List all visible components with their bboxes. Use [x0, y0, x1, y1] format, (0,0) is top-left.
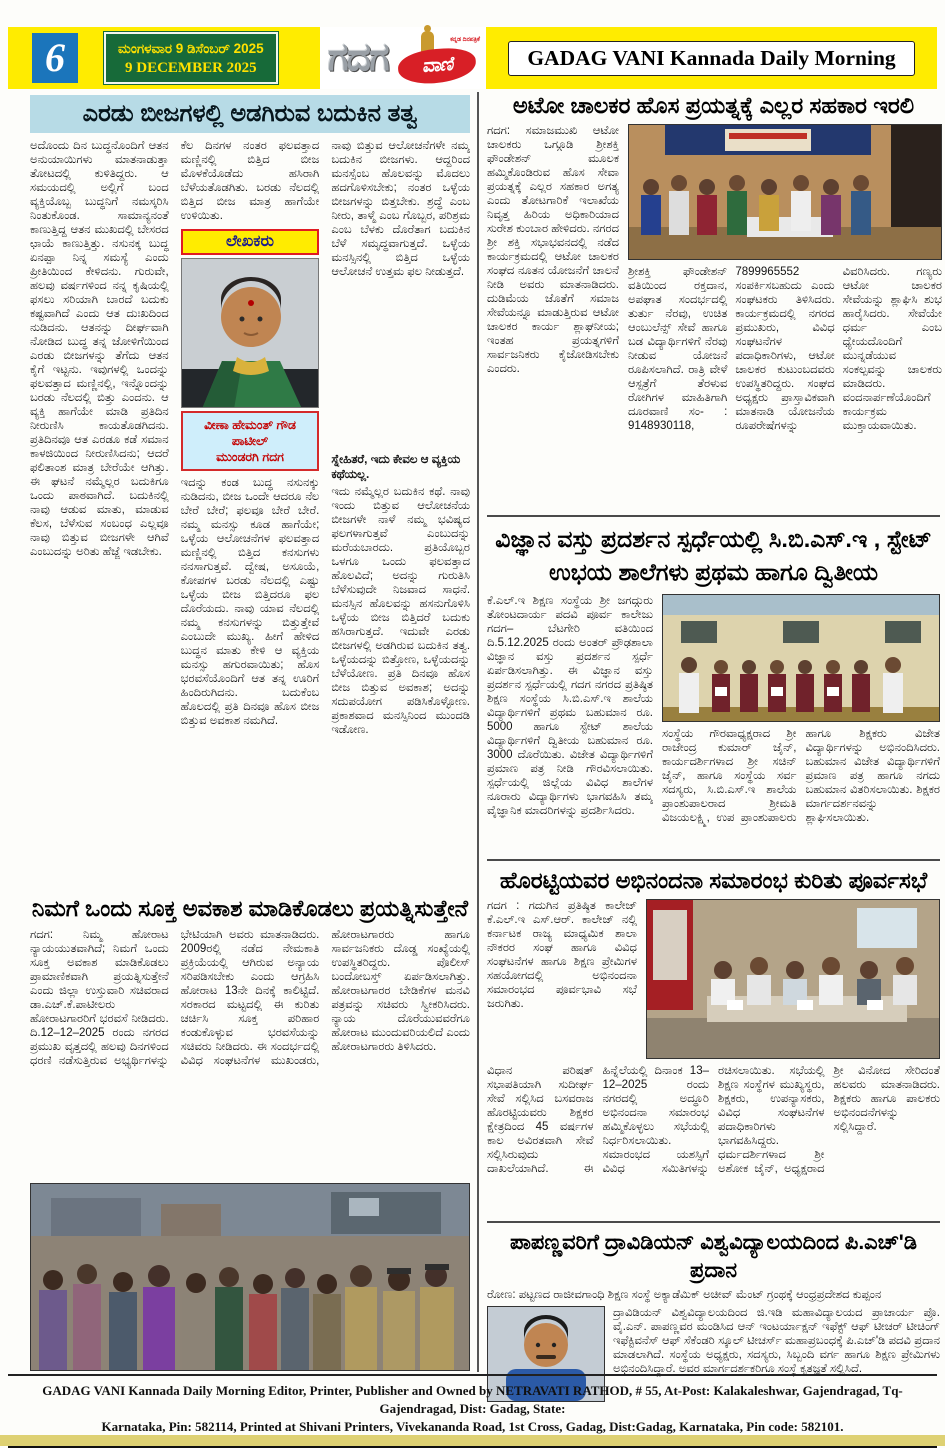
- tatva-article-body: [30, 139, 470, 884]
- protest-crowd-graphic: [31, 1184, 469, 1371]
- section-divider: [487, 859, 940, 861]
- header-right-band: [486, 27, 937, 89]
- auto-right-block: [628, 124, 942, 508]
- horatti-article-top: [487, 899, 940, 1059]
- date-box: [104, 32, 278, 84]
- science-right-block: [662, 594, 940, 852]
- meeting-photo: [646, 899, 940, 1059]
- imprint-line-2: Karnataka, Pin: 582114, Printed at Shivani Printers, Vivekananda Road, 1st Cross, Gadag, Dist:Gadag, Karnataka, Pin code: 582101.: [101, 1419, 844, 1434]
- science-exhibition-photo: [662, 594, 940, 722]
- date-kannada: ಮಂಗಳವಾರ 9 ಡಿಸೆಂಬರ್ 2025: [118, 41, 264, 56]
- tatva-col2-bottom: ಇದನ್ನು ಕಂಡ ಬುದ್ಧ ನಸುನಕ್ಕು ನುಡಿದನು, ಬೀಜ ಒಂದೇ ಆದರೂ ನೆಲ ಬೇರೆ ಬೇರೆ; ಫಲವೂ ಬೇರೆ ಬೇರೆ. ನಮ್ಮ ಮನಸ್ಸು ಕೂಡ ಹಾಗೆಯೇ; ಒಳ್ಳೆಯ ಆಲೋಚನೆಗಳ ಫಲವತ್ತಾದ ಮಣ್ಣಿನಲ್ಲಿ ಬಿತ್ತಿದ ಕನಸುಗಳು ನನಸಾಗುತ್ತವೆ. ದ್ವೇಷ, ಅಸೂಯೆ, ಕೋಪಗಳ ಬರಡು ನೆಲದಲ್ಲಿ ಎಷ್ಟು ಒಳ್ಳೆಯ ಬೀಜ ಬಿತ್ತಿದರೂ ಫಲ ದೊರೆಯದು. ನಾವು ಯಾವ ನೆಲದಲ್ಲಿ ನಮ್ಮ ಕನಸುಗಳನ್ನು ಬಿತ್ತುತ್ತೇವೆ ಎಂಬುದೇ ಮುಖ್ಯ. ಹೀಗೆ ಹೇಳಿದ ಬುದ್ಧನ ಮಾತು ಕೇಳಿ ಆ ವ್ಯಕ್ತಿಯ ಮನಸ್ಸು ಹಗುರವಾಯಿತು; ಹೊಸ ಭರವಸೆಯೊಂದಿಗೆ ಆತ ತನ್ನ ಊರಿಗೆ ಹಿಂದಿರುಗಿದನು. ಬದುಕೆಂಬ ಹೊಲದಲ್ಲಿ ಪ್ರತಿ ದಿನವೂ ಹೊಸ ಬೀಜ ಬಿತ್ತುವ ಅವಕಾಶ ನಮಗಿದೆ.: [180, 477, 320, 727]
- author-portrait-graphic: [182, 259, 320, 408]
- author-label: ಲೇಖಕರು: [181, 229, 320, 255]
- horatti-col-a: ಗದಗ : ಗದುಗಿನ ಪ್ರತಿಷ್ಠಿತ ಕಾಲೇಜ್ ಕೆ.ಎಲ್.ಇ ಎಸ್.ಆರ್. ಕಾಲೇಜ್ ನಲ್ಲಿ ಕರ್ನಾಟಕ ರಾಜ್ಯ ಮಾಧ್ಯಮಿಕ ಶಾಲಾ ನೌಕರರ ಸಂಘ ಹಾಗೂ ವಿವಿಧ ಸಂಘಟನೆಗಳ ಹಾಗೂ ಶಿಕ್ಷಣ ಪ್ರೇಮಿಗಳ ಸಹಯೋಗದಲ್ಲಿ ಅಭಿನಂದನಾ ಸಮಾರಂಭದ ಪೂರ್ವಭಾವಿ ಸಭೆ ಜರುಗಿತು.: [487, 900, 637, 1010]
- logo-tagline: ಕನ್ನಡ ದಿನಪತ್ರಿಕೆ: [450, 37, 480, 43]
- auto-event-graphic: [629, 125, 941, 260]
- right-column: [487, 92, 940, 1402]
- science-headline: ವಿಜ್ಞಾನ ವಸ್ತು ಪ್ರದರ್ಶನ ಸ್ಪರ್ಧೆಯಲ್ಲಿ ಸಿ.ಬಿ.ಎಸ್.ಇ , ಸ್ಟೇಟ್ ಉಭಯ ಶಾಲೆಗಳು ಪ್ರಥಮ ಹಾಗೂ ದ್ವಿತೀಯ: [495, 526, 932, 585]
- masthead: GADAG VANI Kannada Daily Morning: [508, 41, 914, 76]
- tatva-col2: [181, 139, 320, 884]
- logo-subword: ವಾಣಿ: [421, 53, 453, 78]
- tatva-subhead: ಸ್ನೇಹಿತರೆ, ಇದು ಕೇವಲ ಆ ವ್ಯಕ್ತಿಯ ಕಥೆಯಲ್ಲ.: [331, 452, 461, 481]
- tatva-col3-top: ನಾವು ಬಿತ್ತುವ ಆಲೋಚನೆಗಳೇ ನಮ್ಮ ಬದುಕಿನ ಬೀಜಗಳು. ಆದ್ದರಿಂದ ಮನಸ್ಸೆಂಬ ಹೊಲವನ್ನು ಮೊದಲು ಹದಗೊಳಿಸಬೇಕು; ನಂತರ ಒಳ್ಳೆಯ ಬೀಜಗಳನ್ನು ಬಿತ್ತಬೇಕು. ಶ್ರದ್ಧೆ ಎಂಬ ನೀರು, ತಾಳ್ಮೆ ಎಂಬ ಗೊಬ್ಬರ, ಪರಿಶ್ರಮ ಎಂಬ ಬೆಳಕು ದೊರೆತಾಗ ಬದುಕಿನ ಬೆಳೆ ಸಮೃದ್ಧವಾಗುತ್ತದೆ. ಒಳ್ಳೆಯ ಮನಸ್ಸಿನಲ್ಲಿ ಬಿತ್ತಿದ ಒಳ್ಳೆಯ ಆಲೋಚನೆ ಉತ್ತಮ ಫಲ ನೀಡುತ್ತದೆ.: [331, 140, 471, 278]
- author-name: ವೀಣಾ ಹೇಮಂತ್ ಗೌಡ ಪಾಟೀಲ್: [204, 418, 296, 448]
- newspaper-logo: [320, 27, 486, 89]
- logo-red-badge: [397, 46, 477, 85]
- meeting-graphic: [647, 900, 939, 1058]
- tatva-col3-bottom: ಇದು ನಮ್ಮೆಲ್ಲರ ಬದುಕಿನ ಕಥೆ. ನಾವು ಇಂದು ಬಿತ್ತುವ ಆಲೋಚನೆಯ ಬೀಜಗಳೇ ನಾಳೆ ನಮ್ಮ ಭವಿಷ್ಯದ ಫಲಗಳಾಗುತ್ತವೆ ಎಂಬುದನ್ನು ಮರೆಯಬಾರದು. ಪ್ರತಿಯೊಬ್ಬರ ಒಳಗೂ ಒಂದು ಫಲವತ್ತಾದ ಹೊಲವಿದೆ; ಅದನ್ನು ಗುರುತಿಸಿ ಬೆಳೆಸುವುದೇ ನಿಜವಾದ ಸಾಧನೆ. ಮನಸ್ಸಿನ ಹೊಲವನ್ನು ಹಸನುಗೊಳಿಸಿ ಒಳ್ಳೆಯ ಬೀಜ ಬಿತ್ತಿದರೆ ಬದುಕು ಹಸಿರಾಗುತ್ತದೆ. ಇದುವೇ ಎರಡು ಬೀಜಗಳಲ್ಲಿ ಅಡಗಿರುವ ಬದುಕಿನ ತತ್ವ. ಒಳ್ಳೆಯದನ್ನು ಬಿತ್ತೋಣ, ಒಳ್ಳೆಯದನ್ನು ಬೆಳೆಯೋಣ. ಪ್ರತಿ ದಿನವೂ ಹೊಸ ಬೀಜ ಬಿತ್ತುವ ಅವಕಾಶ; ಅದನ್ನು ಸದುಪಯೋಗ ಪಡಿಸಿಕೊಳ್ಳೋಣ. ಪ್ರಕಾಶವಾದ ಮನಸ್ಸಿನಿಂದ ಮುಂದಡಿ ಇಡೋಣ.: [331, 486, 471, 736]
- phd-body-text: ದ್ರಾವಿಡಿಯನ್ ವಿಶ್ವವಿದ್ಯಾಲಯದಿಂದ ಜಿ.ಇಡಿ ಮಹಾವಿದ್ಯಾಲಯದ ಪ್ರಾಚಾರ್ಯ ಪ್ರೊ. ವೈ.ಎನ್. ಪಾಪಣ್ಣವರ ಮಂಡಿಸಿದ ಆನ್ ಇಂಟರ್ಯಾಕ್ಷನ್ ಇಫೆಕ್ಟ್ ಆಫ್ ಟೀಚರ್ ಟೀಚಿಂಗ್ ಇಫೆಕ್ಟಿವನೆಸ್ ಆಫ್ ಸೆಕೆಂಡರಿ ಸ್ಕೂಲ್ ಟೀಚರ್ಸ್ ಮಹಾಪ್ರಬಂಧಕ್ಕೆ ಪಿ.ಎಚ್'ಡಿ ಪದವಿ ಪ್ರದಾನ ಮಾಡಲಾಗಿದೆ. ಸಂಸ್ಥೆಯ ಅಧ್ಯಕ್ಷರು, ಸದಸ್ಯರು, ಸಿಬ್ಬಂದಿ ವರ್ಗ ಹಾಗೂ ಶಿಕ್ಷಣ ಪ್ರೇಮಿಗಳು ಅಭಿನಂದಿಸಿದ್ದಾರೆ. ಅವರ ಮಾರ್ಗದರ್ಶಕರಿಗೂ ಸಂಸ್ಥೆ ಕೃತಜ್ಞತೆ ಸಲ್ಲಿಸಿದೆ.: [613, 1307, 940, 1375]
- section-divider: [487, 515, 940, 517]
- logo-wordmark: ಗದಗ: [328, 37, 388, 79]
- author-photo: [181, 258, 320, 408]
- nimage-article-body: ಗದಗ: ನಿಮ್ಮ ಹೋರಾಟ ನ್ಯಾಯಯುತವಾಗಿದೆ; ನಿಮಗೆ ಒಂದು ಸೂಕ್ತ ಅವಕಾಶ ಮಾಡಿಕೊಡಲು ಪ್ರಾಮಾಣಿಕವಾಗಿ ಪ್ರಯತ್ನಿಸುತ್ತೇನೆ ಎಂದು ಜಿಲ್ಲಾ ಉಸ್ತುವಾರಿ ಸಚಿವರಾದ ಡಾ.ಎಚ್.ಕೆ.ಪಾಟೀಲರು ಹೋರಾಟಗಾರರಿಗೆ ಭರವಸೆ ನೀಡಿದರು. ದಿ.12–12–2025 ರಂದು ನಗರದ ಪ್ರಮುಖ ವೃತ್ತದಲ್ಲಿ ಹಲವು ದಿನಗಳಿಂದ ಧರಣಿ ನಡೆಸುತ್ತಿರುವ ಅಭ್ಯರ್ಥಿಗಳನ್ನು ಭೇಟಿಯಾಗಿ ಅವರು ಮಾತನಾಡಿದರು. 2009ರಲ್ಲಿ ನಡೆದ ನೇಮಕಾತಿ ಪ್ರಕ್ರಿಯೆಯಲ್ಲಿ ಆಗಿರುವ ಅನ್ಯಾಯ ಸರಿಪಡಿಸಬೇಕು ಎಂದು ಆಗ್ರಹಿಸಿ ಹೋರಾಟ 13ನೇ ದಿನಕ್ಕೆ ಕಾಲಿಟ್ಟಿದೆ. ಸರಕಾರದ ಮಟ್ಟದಲ್ಲಿ ಈ ಕುರಿತು ಚರ್ಚಿಸಿ ಸೂಕ್ತ ಪರಿಹಾರ ಕಂಡುಕೊಳ್ಳುವ ಭರವಸೆಯನ್ನು ಸಚಿವರು ನೀಡಿದರು. ಈ ಸಂದರ್ಭದಲ್ಲಿ ವಿವಿಧ ಸಂಘಟನೆಗಳ ಮುಖಂಡರು, ಹೋರಾಟಗಾರರು ಹಾಗೂ ಸಾರ್ವಜನಿಕರು ದೊಡ್ಡ ಸಂಖ್ಯೆಯಲ್ಲಿ ಉಪಸ್ಥಿತರಿದ್ದರು. ಪೊಲೀಸ್ ಬಂದೋಬಸ್ತ್ ಏರ್ಪಡಿಸಲಾಗಿತ್ತು. ಹೋರಾಟಗಾರರ ಬೇಡಿಕೆಗಳ ಮನವಿ ಪತ್ರವನ್ನು ಸಚಿವರು ಸ್ವೀಕರಿಸಿದರು. ನ್ಯಾಯ ದೊರೆಯುವವರೆಗೂ ಹೋರಾಟ ಮುಂದುವರಿಯಲಿದೆ ಎಂದು ಹೋರಾಟಗಾರರು ತಿಳಿಸಿದರು.: [30, 929, 470, 1067]
- tatva-headline: ಎರಡು ಬೀಜಗಳಲ್ಲಿ ಅಡಗಿರುವ ಬದುಕಿನ ತತ್ವ: [30, 95, 470, 133]
- page-number: 6: [32, 33, 78, 83]
- horatti-col-b: ವಿಧಾನ ಪರಿಷತ್ ಸಭಾಪತಿಯಾಗಿ ಸುದೀರ್ಘ ಸೇವೆ ಸಲ್ಲಿಸಿದ ಬಸವರಾಜ ಹೊರಟ್ಟಿಯವರು ಶಿಕ್ಷಕರ ಕ್ಷೇತ್ರದಿಂದ 45 ವರ್ಷಗಳ ಕಾಲ ಅವಿರತವಾಗಿ ಸೇವೆ ಸಲ್ಲಿಸಿರುವುದು ದಾಖಲೆಯಾಗಿದೆ. ಈ ಹಿನ್ನೆಲೆಯಲ್ಲಿ ದಿನಾಂಕ 13–12–2025 ರಂದು ನಗರದಲ್ಲಿ ಅದ್ಧೂರಿ ಅಭಿನಂದನಾ ಸಮಾರಂಭ ಹಮ್ಮಿಕೊಳ್ಳಲು ಸಭೆಯಲ್ಲಿ ನಿರ್ಧರಿಸಲಾಯಿತು. ಸಮಾರಂಭದ ಯಶಸ್ಸಿಗೆ ವಿವಿಧ ಸಮಿತಿಗಳನ್ನು ರಚಿಸಲಾಯಿತು. ಸಭೆಯಲ್ಲಿ ಶಿಕ್ಷಣ ಸಂಸ್ಥೆಗಳ ಮುಖ್ಯಸ್ಥರು, ಶಿಕ್ಷಕರು, ಉಪನ್ಯಾಸಕರು, ವಿವಿಧ ಸಂಘಟನೆಗಳ ಪದಾಧಿಕಾರಿಗಳು ಭಾಗವಹಿಸಿದ್ದರು. ಧರ್ಮದರ್ಶಿಗಳಾದ ಶ್ರೀ ಅಶೋಕ ಜೈನ್, ಅಧ್ಯಕ್ಷರಾದ ಶ್ರೀ ವಿನೋದ ಸೇರಿದಂತೆ ಹಲವರು ಮಾತನಾಡಿದರು. ಶಿಕ್ಷಕರು ಹಾಗೂ ಪಾಲಕರು ಅಭಿನಂದನೆಗಳನ್ನು ಸಲ್ಲಿಸಿದ್ದಾರೆ.: [487, 1065, 940, 1175]
- protest-crowd-photo: [30, 1183, 470, 1371]
- auto-event-photo: [628, 124, 942, 260]
- section-divider: [487, 1221, 940, 1223]
- auto-article-body: [487, 124, 940, 508]
- page-header: [8, 27, 937, 89]
- phd-headline: ಪಾಪಣ್ಣವರಿಗೆ ದ್ರಾವಿಡಿಯನ್ ವಿಶ್ವವಿದ್ಯಾಲಯದಿಂದ ಪಿ.ಎಚ್'ಡಿ ಪ್ರದಾನ: [509, 1231, 918, 1282]
- tatva-col2-top: ಕೆಲ ದಿನಗಳ ನಂತರ ಫಲವತ್ತಾದ ಮಣ್ಣಿನಲ್ಲಿ ಬಿತ್ತಿದ ಬೀಜ ಮೊಳಕೆಯೊಡೆದು ಹಸಿರಾಗಿ ಬೆಳೆಯತೊಡಗಿತು. ಬರಡು ನೆಲದಲ್ಲಿ ಬಿತ್ತಿದ ಬೀಜ ಮಾತ್ರ ಹಾಗೆಯೇ ಉಳಿಯಿತು.: [180, 140, 320, 222]
- phd-lead: ರೋಣ: ಪಟ್ಟಣದ ರಾಜೀವಗಾಂಧಿ ಶಿಕ್ಷಣ ಸಂಸ್ಥೆ ಅಕ್ಯಾಡೆಮಿಕ್ ಅಚೀವ್ ಮೆಂಟ್ ಗ್ರಂಥಕ್ಕೆ ಆಂಧ್ರಪ್ರದೇಶದ ಕುಪ್ಪಂನ: [487, 1289, 882, 1301]
- author-box: [181, 229, 320, 471]
- date-english: 9 DECEMBER 2025: [124, 60, 257, 76]
- science-col-a: ಕೆ.ಎಲ್.ಇ ಶಿಕ್ಷಣ ಸಂಸ್ಥೆಯ ಶ್ರೀ ಜಗದ್ಗುರು ತೋಂಟದಾರ್ಯ ಪದವಿ ಪೂರ್ವ ಕಾಲೇಜು ಗದಗ– ಬೆಟಗೇರಿ ವತಿಯಿಂದ ದಿ.5.12.2025 ರಂದು ಅಂತರ್ ಪ್ರೌಢಶಾಲಾ ವಿಜ್ಞಾನ ವಸ್ತು ಪ್ರದರ್ಶನ ಸ್ಪರ್ಧೆ ಏರ್ಪಡಿಸಲಾಗಿತ್ತು. ಈ ವಿಜ್ಞಾನ ವಸ್ತು ಪ್ರದರ್ಶನ ಸ್ಪರ್ಧೆಯಲ್ಲಿ ಗದಗ ನಗರದ ಪ್ರತಿಷ್ಠಿತ ಶಿಕ್ಷಣ ಸಂಸ್ಥೆಯ ಸಿ.ಬಿ.ಎಸ್.ಇ ಶಾಲೆಯ ವಿದ್ಯಾರ್ಥಿಗಳಿಗೆ ಪ್ರಥಮ ಬಹುಮಾನ ರೂ. 5000 ಹಾಗೂ ಸ್ಟೇಟ್ ಶಾಲೆಯ ವಿದ್ಯಾರ್ಥಿಗಳಿಗೆ ದ್ವಿತೀಯ ಬಹುಮಾನ ರೂ. 3000 ದೊರೆಯಿತು. ವಿಜೇತ ವಿದ್ಯಾರ್ಥಿಗಳಿಗೆ ಪ್ರಮಾಣ ಪತ್ರ ನೀಡಿ ಗೌರವಿಸಲಾಯಿತು. ಸ್ಪರ್ಧೆಯಲ್ಲಿ ಜಿಲ್ಲೆಯ ವಿವಿಧ ಶಾಲೆಗಳ ನೂರಾರು ವಿದ್ಯಾರ್ಥಿಗಳು ಭಾಗವಹಿಸಿ ತಮ್ಮ ವೈಜ್ಞಾನಿಕ ಮಾದರಿಗಳನ್ನು ಪ್ರದರ್ಶಿಸಿದರು.: [487, 595, 653, 817]
- science-col-b: ಸಂಸ್ಥೆಯ ಗೌರವಾಧ್ಯಕ್ಷರಾದ ಶ್ರೀ ರಾಜೇಂದ್ರ ಕುಮಾರ್ ಜೈನ್, ಕಾರ್ಯದರ್ಶಿಗಳಾದ ಶ್ರೀ ಸಚಿನ್ ಜೈನ್, ಹಾಗೂ ಸಂಸ್ಥೆಯ ಸರ್ವ ಸದಸ್ಯರು, ಸಿ.ಬಿ.ಎಸ್.ಇ ಶಾಲೆಯ ಪ್ರಾಂಶುಪಾಲರಾದ ಶ್ರೀಮತಿ ವಿಜಯಲಕ್ಷ್ಮಿ, ಉಪ ಪ್ರಾಂಶುಪಾಲರು ಹಾಗೂ ಶಿಕ್ಷಕರು ವಿಜೇತ ವಿದ್ಯಾರ್ಥಿಗಳನ್ನು ಅಭಿನಂದಿಸಿದರು. ಬಹುಮಾನ ವಿಜೇತ ವಿದ್ಯಾರ್ಥಿಗಳಿಗೆ ಪ್ರಮಾಣ ಪತ್ರ ಹಾಗೂ ನಗದು ಬಹುಮಾನ ವಿತರಿಸಲಾಯಿತು. ಶಿಕ್ಷಕರ ಮಾರ್ಗದರ್ಶನವನ್ನು ಶ್ಲಾಘಿಸಲಾಯಿತು.: [662, 728, 940, 824]
- tatva-col3: [331, 139, 470, 884]
- column-divider: [477, 92, 479, 1372]
- auto-col-a: ಗದಗ: ಸಮಾಜಮುಖಿ ಆಟೋ ಚಾಲಕರು ಒಗ್ಗೂಡಿ ಶ್ರೀಶಕ್ತಿ ಫೌಂಡೇಶನ್ ಮೂಲಕ ಹಮ್ಮಿಕೊಂಡಿರುವ ಹೊಸ ಸೇವಾ ಪ್ರಯತ್ನಕ್ಕೆ ಎಲ್ಲರ ಸಹಕಾರ ಅಗತ್ಯ ಎಂದು ತೋಟಗಾರಿಕೆ ಇಲಾಖೆಯ ನಿವೃತ್ತ ಹಿರಿಯ ಅಧಿಕಾರಿಯಾದ ಸುರೇಶ ಕುಂಬಾರ ಹೇಳಿದರು. ನಗರದ ಶ್ರೀ ಶಕ್ತಿ ಸಭಾಭವನದಲ್ಲಿ ನಡೆದ ಕಾರ್ಯಕ್ರಮದಲ್ಲಿ ಆಟೋ ಚಾಲಕರ ಸಂಘದ ನೂತನ ಯೋಜನೆಗೆ ಚಾಲನೆ ನೀಡಿ ಅವರು ಮಾತನಾಡಿದರು. ದುಡಿಮೆಯ ಜೊತೆಗೆ ಸಮಾಜ ಸೇವೆಯನ್ನೂ ಮಾಡುತ್ತಿರುವ ಆಟೋ ಚಾಲಕರ ಕಾರ್ಯ ಶ್ಲಾಘನೀಯ; ಇಂತಹ ಪ್ರಯತ್ನಗಳಿಗೆ ಸಾರ್ವಜನಿಕರು ಕೈಜೋಡಿಸಬೇಕು ಎಂದರು.: [487, 125, 619, 375]
- page-edge-strip: [0, 1435, 945, 1446]
- tatva-col1: ಅದೊಂದು ದಿನ ಬುದ್ಧನೊಂದಿಗೆ ಆತನ ಅನುಯಾಯಿಗಳು ಮಾತನಾಡುತ್ತಾ ತೋಟದಲ್ಲಿ ಕುಳಿತಿದ್ದರು. ಆ ಸಮಯದಲ್ಲಿ ಅಲ್ಲಿಗೆ ಬಂದ ವ್ಯಕ್ತಿಯೊಬ್ಬ ಬುದ್ಧನಿಗೆ ನಮಸ್ಕರಿಸಿ ನಿಂತುಕೊಂಡ. ಸಾಮಾನ್ಯನಂತೆ ಕಾಣುತ್ತಿದ್ದ ಆತನ ಮುಖದಲ್ಲಿ ಬೇಸರದ ಛಾಯೆ ಕಾಣುತ್ತಿತ್ತು. ನಸುನಕ್ಕ ಬುದ್ಧ ಏನಪ್ಪಾ ನಿನ್ನ ಸಮಸ್ಯೆ ಎಂದು ಪ್ರೀತಿಯಿಂದ ಕೇಳಿದನು. ಗುರುವೇ, ಹಲವು ವರ್ಷಗಳಿಂದ ನನ್ನ ಕೃಷಿಯಲ್ಲಿ ಫಸಲು ಸರಿಯಾಗಿ ಬಾರದೆ ಬದುಕು ಕಷ್ಟವಾಗಿದೆ ಎಂದು ಆತ ದುಃಖದಿಂದ ನುಡಿದನು. ಆತನನ್ನು ದೀರ್ಘವಾಗಿ ನೋಡಿದ ಬುದ್ಧ ತನ್ನ ಜೋಳಿಗೆಯಿಂದ ಎರಡು ಬೀಜಗಳನ್ನು ತೆಗೆದು ಆತನ ಕೈಗೆ ಇಟ್ಟನು. ಇವುಗಳಲ್ಲಿ ಒಂದನ್ನು ಫಲವತ್ತಾದ ಮಣ್ಣಿನಲ್ಲಿ, ಇನ್ನೊಂದನ್ನು ಬರಡು ನೆಲದಲ್ಲಿ ಬಿತ್ತು ಎಂದನು. ಆ ವ್ಯಕ್ತಿ ಹಾಗೆಯೇ ಮಾಡಿ ಪ್ರತಿದಿನ ನೀರುಣಿಸಿ ಕಾಯತೊಡಗಿದನು. ಪ್ರತಿದಿನವೂ ಆತ ಎರಡೂ ಕಡೆ ಸಮಾನ ಕಾಳಜಿಯಿಂದ ನೀರುಣಿಸಿದನು; ಆದರೆ ಫಲಿತಾಂಶ ಮಾತ್ರ ಬೇರೆಯೇ ಆಗಿತ್ತು. ಈ ಘಟನೆ ನಮ್ಮೆಲ್ಲರ ಬದುಕಿಗೂ ಒಂದು ಪಾಠವಾಗಿದೆ. ಬದುಕಿನಲ್ಲಿ ನಾವು ಆಡುವ ಮಾತು, ಮಾಡುವ ಕೆಲಸ, ಬೆಳೆಸುವ ಸಂಬಂಧ ಎಲ್ಲವೂ ನಾವು ಬಿತ್ತುವ ಬೀಜಗಳೇ ಆಗಿವೆ ಎಂಬುದನ್ನು ಅರಿತು ಹೆಜ್ಜೆ ಇಡಬೇಕು.: [30, 140, 169, 558]
- auto-headline: ಅಟೋ ಚಾಲಕರ ಹೊಸ ಪ್ರಯತ್ನಕ್ಕೆ ಎಲ್ಲರ ಸಹಕಾರ ಇರಲಿ: [512, 93, 915, 118]
- imprint-line-1: GADAG VANI Kannada Daily Morning Editor, Printer, Publisher and Owned by NETRAVATI RATHOD, # 55, At-Post: Kalakaleshwar, Gajendragad, Tq-Gajendragad, Dist: Gadag, State:: [42, 1383, 903, 1416]
- nimage-headline: ನಿಮಗೆ ಒಂದು ಸೂಕ್ತ ಅವಕಾಶ ಮಾಡಿಕೊಡಲು ಪ್ರಯತ್ನಿಸುತ್ತೇನೆ: [31, 896, 469, 921]
- science-exhibition-graphic: [663, 595, 939, 722]
- science-article-body: [487, 594, 940, 852]
- left-column: [30, 95, 470, 1371]
- header-left-band: [8, 27, 320, 89]
- auto-col-b: ಶ್ರೀಶಕ್ತಿ ಫೌಂಡೇಶನ್ ವತಿಯಿಂದ ರಕ್ತದಾನ, ಅಪಘಾತ ಸಂದರ್ಭದಲ್ಲಿ ತುರ್ತು ನೆರವು, ಉಚಿತ ಆಂಬುಲೆನ್ಸ್ ಸೇವೆ ಹಾಗೂ ಬಡ ವಿದ್ಯಾರ್ಥಿಗಳಿಗೆ ನೆರವು ನೀಡುವ ಯೋಜನೆ ರೂಪಿಸಲಾಗಿದೆ. ರಾತ್ರಿ ವೇಳೆ ಆಸ್ಪತ್ರೆಗೆ ತೆರಳುವ ರೋಗಿಗಳ ಮಾಹಿತಿಗಾಗಿ ದೂರವಾಣಿ ಸಂ- : 9148930118, 7899965552 ಸಂಪರ್ಕಿಸಬಹುದು ಎಂದು ಸಂಘಟಕರು ತಿಳಿಸಿದರು. ಕಾರ್ಯಕ್ರಮದಲ್ಲಿ ನಗರದ ಪ್ರಮುಖರು, ವಿವಿಧ ಸಂಘಟನೆಗಳ ಪದಾಧಿಕಾರಿಗಳು, ಆಟೋ ಚಾಲಕರ ಕುಟುಂಬದವರು ಉಪಸ್ಥಿತರಿದ್ದರು. ಸಂಘದ ಅಧ್ಯಕ್ಷರು ಪ್ರಾಸ್ತಾವಿಕವಾಗಿ ಮಾತನಾಡಿ ಯೋಜನೆಯ ರೂಪರೇಷೆಗಳನ್ನು ವಿವರಿಸಿದರು. ಗಣ್ಯರು ಆಟೋ ಚಾಲಕರ ಸೇವೆಯನ್ನು ಶ್ಲಾಘಿಸಿ ಶುಭ ಹಾರೈಸಿದರು. ಸೇವೆಯೇ ಧರ್ಮ ಎಂಬ ಧ್ಯೇಯದೊಂದಿಗೆ ಮುನ್ನಡೆಯುವ ಸಂಕಲ್ಪವನ್ನು ಚಾಲಕರು ಮಾಡಿದರು. ವಂದನಾರ್ಪಣೆಯೊಂದಿಗೆ ಕಾರ್ಯಕ್ರಮ ಮುಕ್ತಾಯವಾಯಿತು.: [628, 266, 942, 432]
- horatti-headline: ಹೊರಟ್ಟಿಯವರ ಅಭಿನಂದನಾ ಸಮಾರಂಭ ಕುರಿತು ಪೂರ್ವಸಭೆ: [499, 868, 928, 893]
- author-caption: [181, 411, 320, 471]
- author-place: ಮುಂಡರಗಿ ಗದಗ: [216, 450, 284, 464]
